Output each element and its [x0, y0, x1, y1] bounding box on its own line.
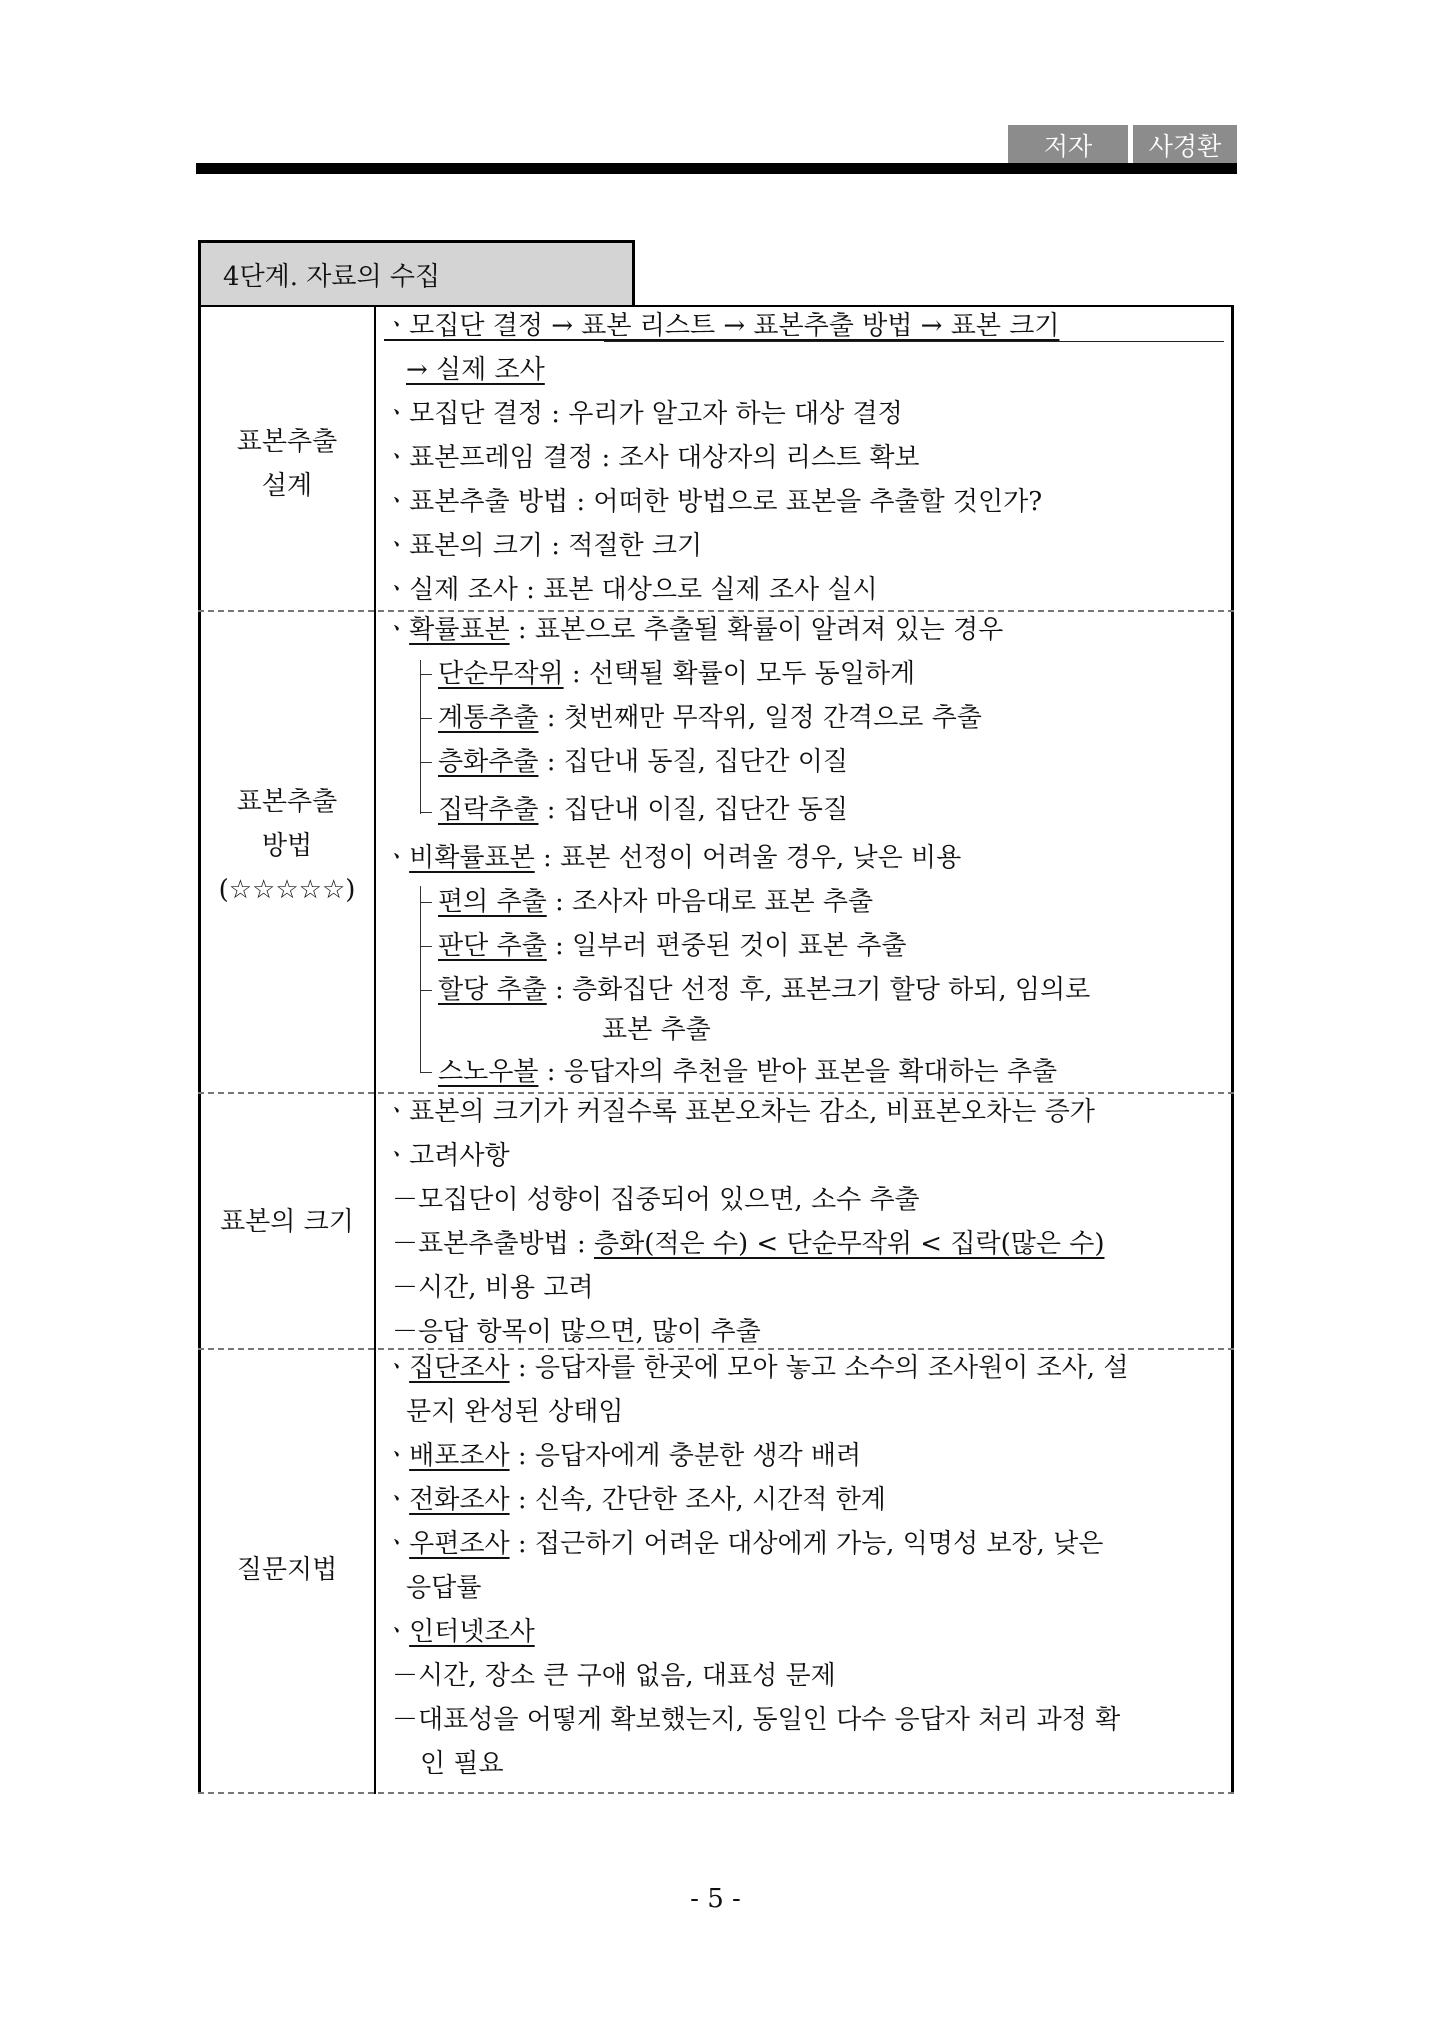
dash-line: －대표성을 어떻게 확보했는지, 동일인 다수 응답자 처리 과정 확 — [392, 1705, 1121, 1735]
row-label-sampling-design — [201, 420, 373, 508]
term: 집단조사 — [409, 1353, 510, 1383]
label-line: 표본추출 — [236, 427, 338, 457]
label-line: 표본의 크기 — [220, 1207, 354, 1237]
label-line: 질문지법 — [236, 1555, 338, 1585]
list-item — [438, 924, 906, 968]
dash-line: －시간, 장소 큰 구애 없음, 대표성 문제 — [392, 1661, 836, 1691]
list-item — [384, 1434, 861, 1478]
term: 단순무작위 — [438, 659, 564, 689]
term: 스노우볼 — [438, 1057, 539, 1087]
row-label-questionnaire — [201, 1548, 373, 1592]
term: 층화추출 — [438, 747, 539, 777]
row-label-sample-size — [201, 1200, 373, 1244]
term: 확률표본 — [409, 615, 510, 645]
tree-bracket — [420, 660, 421, 814]
desc: : 응답자에게 충분한 생각 배려 — [509, 1441, 862, 1471]
desc: : 응답자를 한곳에 모아 놓고 소수의 조사원이 조사, 설 — [509, 1353, 1129, 1383]
desc: : 표본으로 추출될 확률이 알려져 있는 경우 — [509, 615, 1004, 645]
tree-bracket — [420, 886, 421, 1072]
section-title: 4단계. 자료의 수집 — [198, 240, 635, 306]
bullet: ㆍ — [384, 1529, 410, 1559]
term: 전화조사 — [409, 1485, 510, 1515]
row-label-sampling-method — [201, 780, 373, 912]
author-name: 사경환 — [1133, 125, 1237, 165]
bullet: ㆍ — [384, 1353, 410, 1383]
list-item — [384, 1610, 535, 1654]
bullet-line: ㆍ고려사항 — [384, 1141, 510, 1171]
desc: : 신속, 간단한 조사, 시간적 한계 — [509, 1485, 886, 1515]
row-separator — [198, 1792, 1234, 1794]
column-divider — [374, 306, 376, 1794]
desc: : 집단내 이질, 집단간 동질 — [538, 795, 848, 825]
dash-line: －응답 항목이 많으면, 많이 추출 — [392, 1317, 761, 1347]
term: 배포조사 — [409, 1441, 510, 1471]
tree-tick — [420, 718, 432, 719]
label-line: 설계 — [261, 471, 313, 501]
term: 할당 추출 — [438, 975, 547, 1005]
label-line: 방법 — [261, 831, 313, 861]
bullet: ㆍ — [384, 1441, 410, 1471]
list-item-cont: 응답률 — [406, 1573, 482, 1603]
desc: : 첫번째만 무작위, 일정 간격으로 추출 — [538, 703, 982, 733]
dash-line-cont: 인 필요 — [420, 1749, 504, 1779]
list-item — [438, 652, 915, 696]
tree-tick — [420, 1072, 432, 1073]
term: 비확률표본 — [409, 843, 535, 873]
desc: : 조사자 마음대로 표본 추출 — [546, 887, 874, 917]
tree-tick — [420, 946, 432, 947]
term: 우편조사 — [409, 1529, 510, 1559]
bullet-line: ㆍ표본의 크기 : 적절한 크기 — [384, 531, 703, 561]
list-item-cont: 표본 추출 — [602, 1015, 711, 1045]
list-item — [384, 1478, 886, 1522]
list-item — [384, 1346, 1128, 1390]
author-label: 저자 — [1008, 125, 1128, 165]
list-item — [438, 696, 982, 740]
desc: : 표본 선정이 어려울 경우, 낮은 비용 — [534, 843, 962, 873]
list-item — [438, 740, 848, 784]
list-item — [384, 1522, 1103, 1566]
process-line-cont — [406, 348, 545, 392]
bullet: ㆍ — [384, 1485, 410, 1515]
underline — [604, 341, 1224, 342]
tree-tick — [420, 674, 432, 675]
desc: : 접근하기 어려운 대상에게 가능, 익명성 보장, 낮은 — [509, 1529, 1104, 1559]
term: 인터넷조사 — [409, 1617, 535, 1647]
desc: : 집단내 동질, 집단간 이질 — [538, 747, 848, 777]
list-item-cont: 문지 완성된 상태임 — [406, 1397, 624, 1427]
probability-sampling-line — [384, 608, 1003, 652]
process-text: ㆍ모집단 결정 → 표본 리스트 → 표본추출 방법 → 표본 크기 — [384, 311, 1060, 341]
bullet: ㆍ — [384, 615, 410, 645]
bullet-line: ㆍ모집단 결정 : 우리가 알고자 하는 대상 결정 — [384, 399, 903, 429]
list-item — [438, 968, 1090, 1012]
bullet-line: ㆍ표본프레임 결정 : 조사 대상자의 리스트 확보 — [384, 443, 920, 473]
tree-tick — [420, 902, 432, 903]
dash-line: －모집단이 성향이 집중되어 있으면, 소수 추출 — [392, 1185, 920, 1215]
label-line: 표본추출 — [236, 787, 338, 817]
list-item — [438, 788, 848, 832]
nonprobability-sampling-line — [384, 836, 961, 880]
bullet-line: ㆍ표본의 크기가 커질수록 표본오차는 감소, 비표본오차는 증가 — [384, 1097, 1095, 1127]
desc: : 응답자의 추천을 받아 표본을 확대하는 추출 — [538, 1057, 1058, 1087]
importance-stars: (☆☆☆☆☆) — [218, 875, 356, 905]
desc: : 선택될 확률이 모두 동일하게 — [563, 659, 916, 689]
tree-tick — [420, 812, 432, 813]
term: 계통추출 — [438, 703, 539, 733]
process-text: → 실제 조사 — [406, 355, 545, 385]
bullet-line: ㆍ실제 조사 : 표본 대상으로 실제 조사 실시 — [384, 575, 878, 605]
term: 판단 추출 — [438, 931, 547, 961]
text: －표본추출방법 : — [392, 1229, 594, 1259]
list-item — [438, 880, 873, 924]
bullet: ㆍ — [384, 1617, 410, 1647]
bullet: ㆍ — [384, 843, 410, 873]
dash-line — [392, 1222, 1104, 1266]
underlined-text: 층화(적은 수) < 단순무작위 < 집락(많은 수) — [594, 1229, 1105, 1259]
tree-tick — [420, 990, 432, 991]
term: 편의 추출 — [438, 887, 547, 917]
header-rule — [196, 163, 1237, 174]
term: 집락추출 — [438, 795, 539, 825]
bullet-line: ㆍ표본추출 방법 : 어떠한 방법으로 표본을 추출할 것인가? — [384, 487, 1043, 517]
tree-tick — [420, 762, 432, 763]
list-item — [438, 1050, 1057, 1094]
dash-line: －시간, 비용 고려 — [392, 1273, 594, 1303]
page-number: - 5 - — [690, 1884, 741, 1914]
desc: : 층화집단 선정 후, 표본크기 할당 하되, 임의로 — [546, 975, 1091, 1005]
desc: : 일부러 편중된 것이 표본 추출 — [546, 931, 907, 961]
